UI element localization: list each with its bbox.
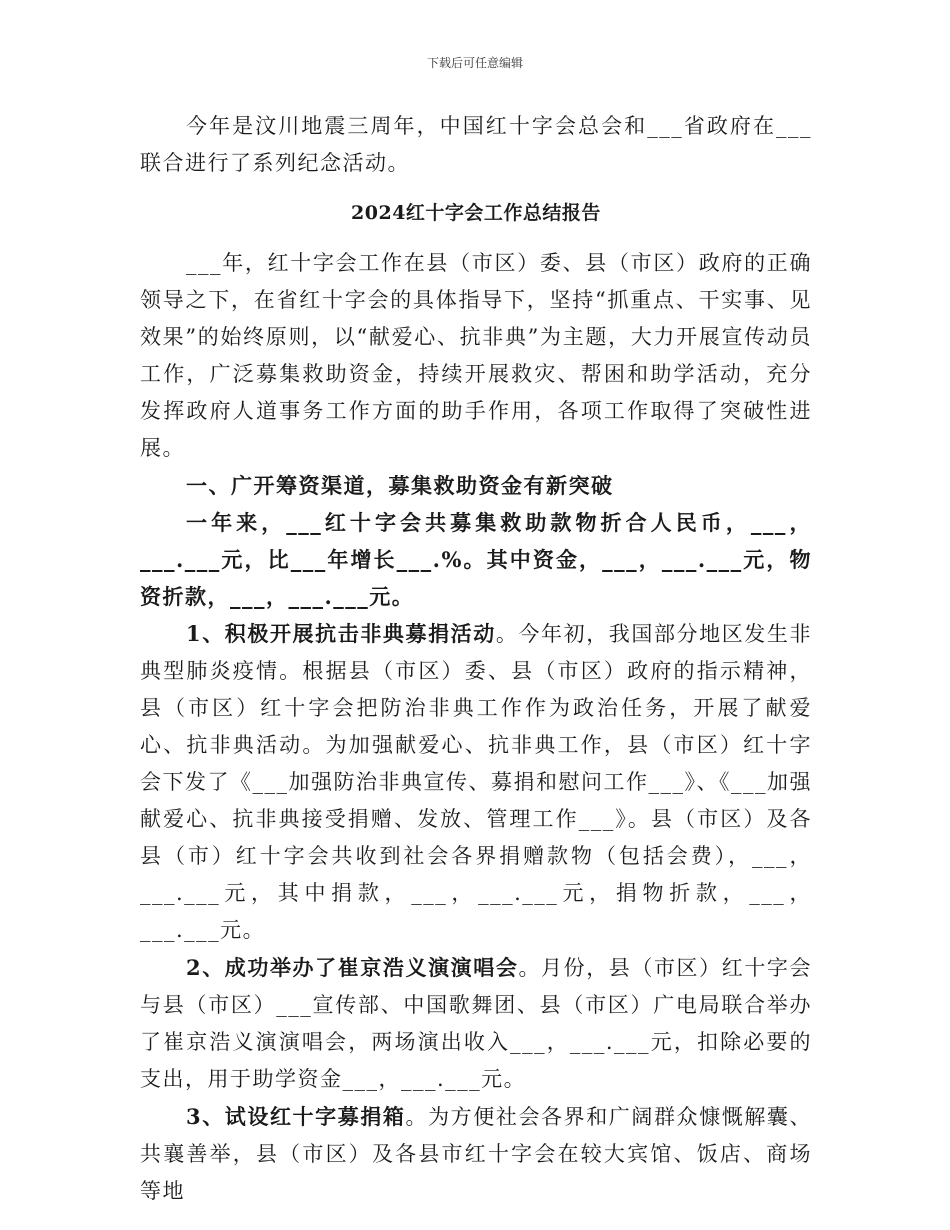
item-lead-3: 3、试设红十字募捐箱 [186,1104,406,1129]
item-paragraph-1 [140,615,812,949]
page-header-note: 下载后可任意编辑 [426,56,523,70]
item-text-3: 。为方便社会各界和广阔群众慷慨解囊、共襄善举，县（市区）及各县市红十字会在较大宾馆、饭店、商场等地 [140,1105,812,1203]
item-paragraph-2 [140,949,812,1098]
item-text-1: 。今年初，我国部分地区发生非典型肺炎疫情。根据县（市区）委、县（市区）政府的指示精神，县（市区）红十字会把防治非典工作作为政治任务，开展了献爱心、抗非典活动。为加强献爱心、抗非典工作，县（市区）红十字会下发了《___加强防治非典宣传、募捐和慰问工作___》、《___加强献爱心、抗非典接受捐赠、发放、管理工作___》。县（市区）及各县（市）红十字会共收到社会各界捐赠款物（包括会费），___，___.___元，其中捐款，___，___.___元，捐物折款，___，___.___元。 [140,622,812,942]
item-lead-2: 2、成功举办了崔京浩义演演唱会 [186,955,519,980]
item-lead-1: 1、积极开展抗击非典募捐活动 [186,621,496,646]
section-heading-1: 一、广开筹资渠道，募集救助资金有新突破 [186,473,614,498]
section1-summary-paragraph: 一年来，___红十字会共募集救助款物折合人民币，___，___.___元，比___年增长___.%。其中资金，___，___.___元，物资折款，___，___.___元。 [140,510,812,609]
item-paragraph-3 [140,1098,812,1210]
intro-paragraph: 今年是汶川地震三周年，中国红十字会总会和___省政府在___联合进行了系列纪念活动。 [140,114,812,175]
document-body [140,108,812,1210]
item-text-2: 。月份，县（市区）红十字会与县（市区）___宣传部、中国歌舞团、县（市区）广电局联合举办了崔京浩义演演唱会，两场演出收入___，___.___元，扣除必要的支出，用于助学资金___，___.___元。 [140,956,812,1091]
summary-paragraph: ___年，红十字会工作在县（市区）委、县（市区）政府的正确领导之下，在省红十字会的具体指导下，坚持“抓重点、干实事、见效果”的始终原则，以“献爱心、抗非典”为主题，大力开展宣传动员工作，广泛募集救助资金，持续开展救灾、帮困和助学活动，充分发挥政府人道事务工作方面的助手作用，各项工作取得了突破性进展。 [140,251,812,460]
document-title: 2024红十字会工作总结报告 [351,202,601,224]
